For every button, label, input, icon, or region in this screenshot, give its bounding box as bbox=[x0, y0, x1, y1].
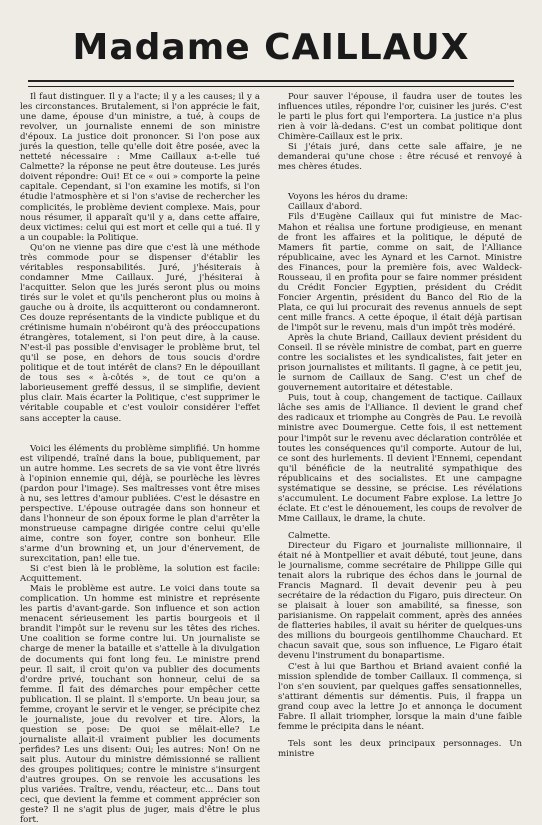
section-gap bbox=[278, 732, 522, 739]
section-gap bbox=[278, 524, 522, 531]
paragraph: Mais le problème est autre. Le voici dans toute sa complication. Un homme est ministre et représente les partis d'avant-garde. Son influence et son action menacent sérieusement les partis bourgeois et il brandit l'impôt sur le revenu sur les têtes des riches. Une coalition se forme contre lui. Un journaliste se charge de mener la bataille et s'attelle à la divulgation de documents qui font long feu. Le ministre prend peur. Il sait, il croit qu'on va publier des documents d'ordre privé, touchant son honneur, celui de sa femme. Il fait des démarches pour empêcher cette publication. Il se plaint. Il s'emporte. Un beau jour, sa femme, croyant le servir et le venger, se précipite chez le journaliste, joue du revolver et tire. Alors, la question se pose: De quoi se mêlait-elle? Le journaliste allait-il vraiment publier les documents perfides? Les uns disent: Oui; les autres: Non! On ne sait plus. Autour du ministre démissionné se rallient des groupes politiques; contre le ministre s'insurgent d'autres groupes. On se renvoie les accusations les plus variées. Traître, vendu, réacteur, etc... Dans tout ceci, que devient la femme et comment apprécier son geste? Il ne s'agit plus de juger, mais d'être le plus fort. bbox=[20, 584, 261, 825]
paragraph: Pour sauver l'épouse, il faudra user de toutes les influences utiles, répondre l'or, cuisiner les jurés. C'est le parti le plus fort qui l'emportera. La justice n'a plus rien à voir là-dedans. C'est un combat politique dont Chimère-Caillaux est le prix. bbox=[278, 92, 522, 143]
section-heading: Voyons les héros du drame: bbox=[288, 192, 408, 203]
left-column bbox=[20, 92, 261, 825]
title-text bbox=[73, 27, 470, 68]
section-gap bbox=[278, 172, 522, 192]
article-title bbox=[30, 22, 512, 74]
paragraph: Voici les éléments du problème simplifié. Un homme est vilipendé, traîné dans la boue, publiquement, par un autre homme. Les secrets de sa vie vont être livrés à l'opinion ennemie qui, déjà, se pourlèche les lèvres (pardon pour l'image). Ses maîtresses vont être mises à nu, ses lettres d'amour publiées. C'est le désastre en perspective. L'épouse outragée dans son honneur et dans l'honneur de son époux forme le plan d'arrêter la monstrueuse campagne dirigée contre celui qu'elle aime, contre son foyer, contre son bonheur. Elle s'arme d'un browning et, un jour d'énervement, de surexcitation, pan! elle tue. bbox=[20, 443, 260, 565]
paragraph: Tels sont les deux principaux personnages. Un ministre bbox=[278, 738, 522, 759]
paragraph: Si j'étais juré, dans cette sale affaire, je ne demanderai qu'une chose : être récusé et renvoyé à mes chères études. bbox=[278, 142, 522, 173]
title-name: CAILLAUX bbox=[264, 27, 470, 68]
paragraph: Fils d'Eugène Caillaux qui fut ministre de Mac-Mahon et réalisa une fortune prodigieuse, en menant de front les affaires et la politique, le député de Mamers fit partie, comme on sait, de l'Alliance républicaine, avec les Aynard et les Carnot. Ministre des Finances, pour la première fois, avec Waldeck-Rousseau, il en profita pour se faire nommer président du Crédit Foncier Egyptien, président du Crédit Foncier Argentin, président du Banco del Rio de la Plata, ce qui lui procurait des revenus annuels de sept cent mille francs. A cette époque, il était déjà partisan de l'impôt sur le revenu, mais d'un impôt très modéré. bbox=[278, 212, 522, 333]
paragraph: Directeur du Figaro et journaliste millionnaire, il était né à Montpellier et avait débuté, tout jeune, dans le journalisme, comme secrétaire de Philippe Gille qui tenait alors la rubrique des échos dans le journal de Francis Magnard. Il devait devenir peu à peu secrétaire de la rédaction du Figaro, puis directeur. On se plaisait à louer son amabilité, sa finesse, son parisianisme. On rappelait comment, après des années de flatteries habiles, il avait su hériter de quelques-uns des millions du bourgeois gentilhomme Chauchard. Et chacun savait que, sous son influence, Le Figaro était devenu l'instrument du bonapartisme. bbox=[278, 540, 522, 662]
right-column bbox=[278, 92, 522, 792]
paragraph: Qu'on ne vienne pas dire que c'est là une méthode très commode pour se dispenser d'établir les véritables responsabilités. Juré, j'hésiterais à condamner Mme Caillaux. Juré, j'hésiterai à l'acquitter. Selon que les jurés seront plus ou moins tirés sur le volet et qu'ils pencheront plus ou moins à gauche ou à droite, ils acquitteront ou condamneront. Ces douze représentants de la vindicte publique et du crétinisme humain n'obéiront qu'à des préoccupations étrangères, totalement, si l'on peut dire, à la cause. N'est-il pas possible d'envisager le problème brut, tel qu'il se pose, en dehors de tous soucis d'ordre politique et de tout intérêt de clans? En le dépouillant de tous ses « à-côtés », de tout ce qu'on a laborieusement greffé dessus, il se simplifie, devient plus clair. Mais écarter la Politique, c'est supprimer le véritable coupable et c'est vouloir considérer l'effet sans accepter la cause. bbox=[20, 242, 260, 424]
paragraph: Après la chute Briand, Caillaux devient président du Conseil. Il se révèle ministre de combat, part en guerre contre les socialistes et les syndicalistes, fait jeter en prison journalistes et militants. Il gagne, à ce petit jeu, le surnom de Caillaux de Sang. C'est un chef de gouvernement autoritaire et détestable. bbox=[278, 333, 522, 394]
title-rule bbox=[28, 80, 514, 87]
paragraph: Il faut distinguer. Il y a l'acte; il y a les causes; il y a les circonstances. Brutalement, si l'on apprécie le fait, une dame, épouse d'un ministre, a tué, à coups de revolver, un journaliste ennemi de son ministre d'époux. La justice doit prononcer. Si l'on pose aux jurés la question, telle qu'elle doit être posée, avec la netteté nécessaire : Mme Caillaux a-t-elle tué Calmette? la réponse ne peut être douteuse. Les jurés doivent répondre: Oui! Et ce « oui » comporte la peine capitale. Cependant, si l'on examine les motifs, si l'on étudie l'atmosphère et si l'on s'avise de rechercher les complicités, le problème devient complexe. Mais, pour nous résumer, il apparaît qu'il y a, dans cette affaire, deux victimes: celui qui est mort et celle qui a tué. Il y a un coupable: la Politique. bbox=[20, 92, 260, 243]
paragraph: Puis, tout à coup, changement de tactique. Caillaux lâche ses amis de l'Alliance. Il devient le grand chef des radicaux et triomphe au Congrès de Pau. Le revoilà ministre avec Doumergue. Cette fois, il est nettement pour l'impôt sur le revenu avec déclaration contrôlée et toutes les conséquences qu'il comporte. Autour de lui, ce sont des hurlements. Il devient l'Ennemi, cependant qu'il bénéficie de la neutralité sympathique des républicains et des socialistes. Et une campagne systématique se dessine, se précise. Les révélations s'accumulent. Le document Fabre explose. La lettre Jo éclate. Et c'est le dénouement, les coups de revolver de Mme Caillaux, le drame, la chute. bbox=[278, 393, 522, 524]
paragraph: C'est à lui que Barthou et Briand avaient confié la mission splendide de tomber Caillaux. Il commença, si l'on s'en souvient, par quelques gaffes sensationnelles, s'attirant démentis sur démentis. Puis, il frappa un grand coup avec la lettre Jo et annonça le document Fabre. Il allait triompher, lorsque la main d'une faible femme le précipita dans le néant. bbox=[278, 661, 522, 732]
section-gap bbox=[20, 424, 260, 444]
section-subheading: Caillaux d'abord. bbox=[288, 202, 363, 213]
section-heading: Calmette. bbox=[288, 530, 331, 541]
paragraph: Si c'est bien là le problème, la solution est facile: Acquittement. bbox=[20, 564, 260, 585]
title-prefix: Madame bbox=[72, 27, 265, 68]
